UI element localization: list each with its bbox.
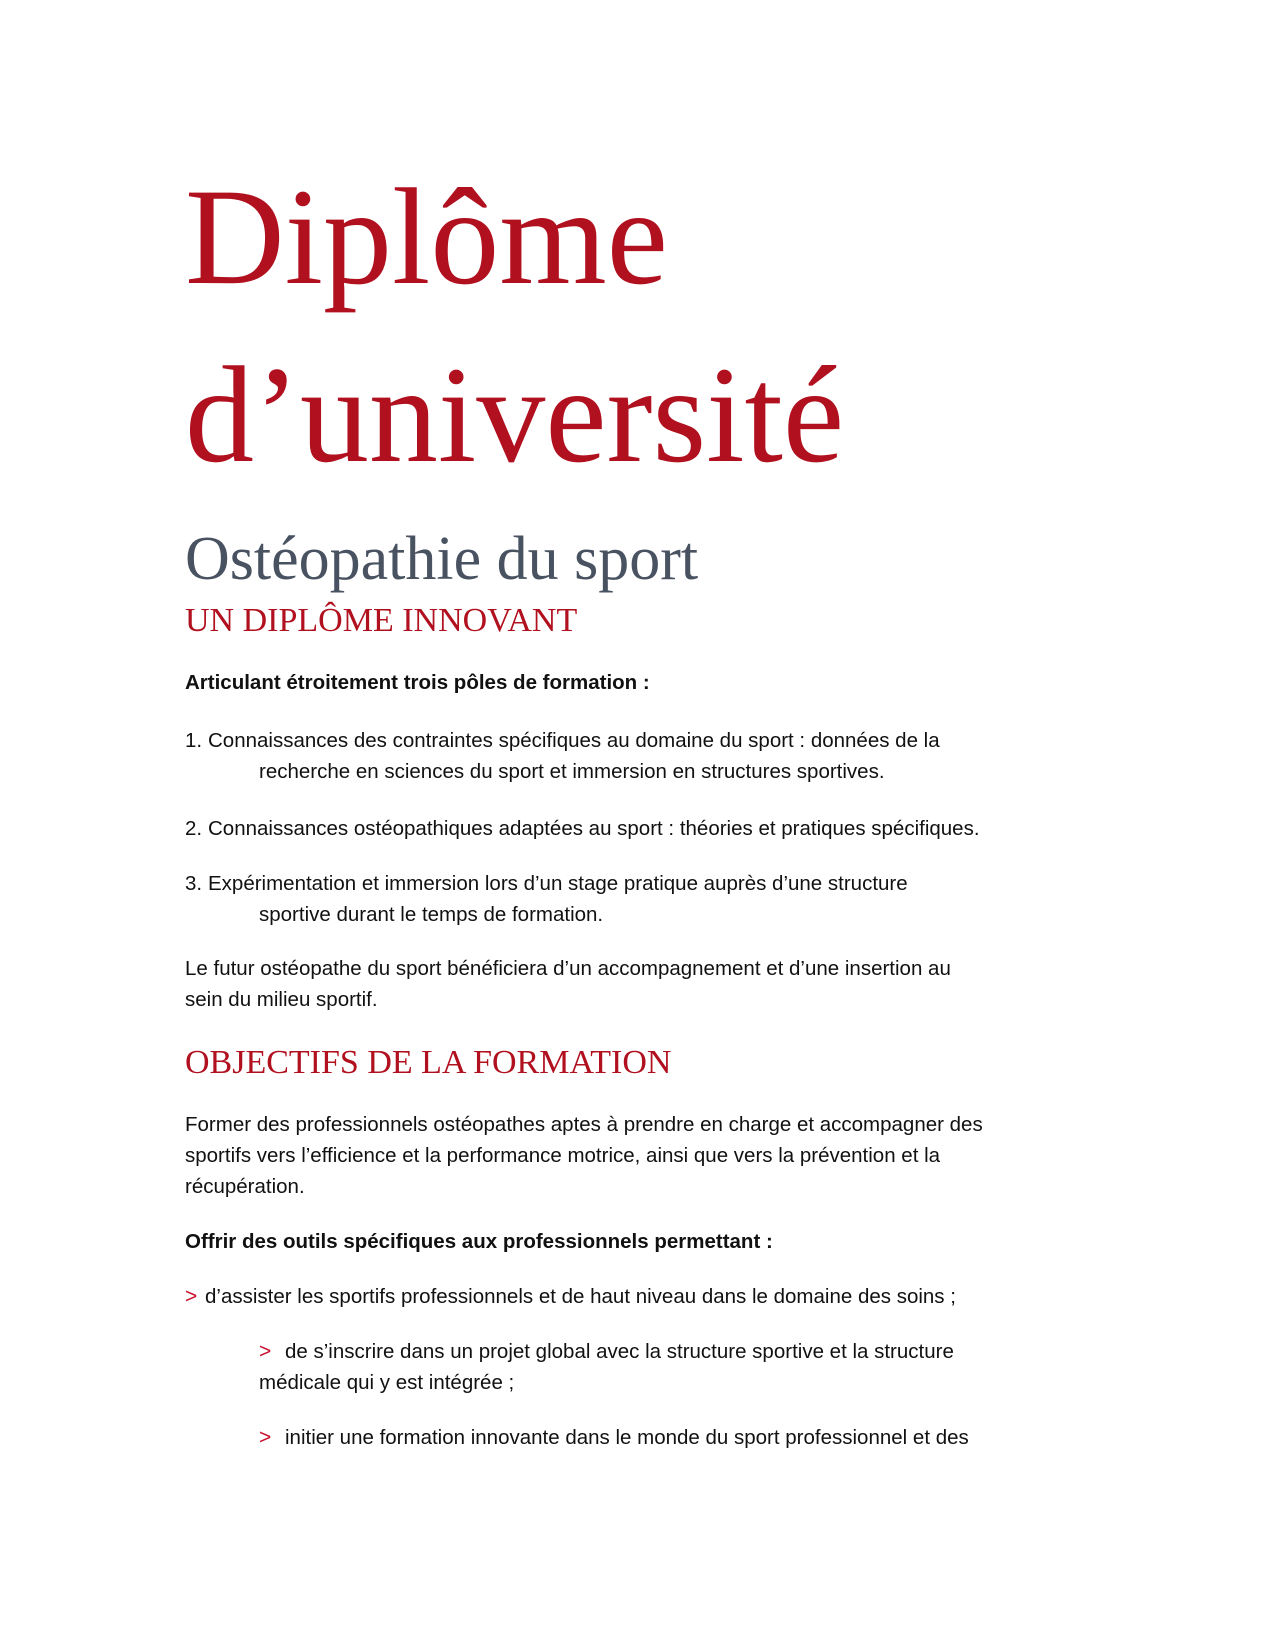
bullet-item-3-line1: initier une formation innovante dans le monde du sport professionnel et des — [285, 1426, 969, 1449]
section-heading-objectifs: OBJECTIFS DE LA FORMATION — [185, 1044, 672, 1081]
list-item-3-line1: Expérimentation et immersion lors d’un stage pratique auprès d’une structure — [208, 872, 908, 895]
document-title-line1: Diplôme — [185, 160, 668, 313]
chevron-right-icon: > — [259, 1426, 272, 1449]
section1-closing-line1: Le futur ostéopathe du sport bénéficiera d’un accompagnement et d’une insertion au — [185, 957, 951, 980]
list-item-1-line1: Connaissances des contraintes spécifiques au domaine du sport : données de la — [208, 729, 940, 752]
section2-tools-intro: Offrir des outils spécifiques aux professionnels permettant : — [185, 1230, 773, 1253]
document-subtitle: Ostéopathie du sport — [185, 525, 699, 593]
document-title-line2: d’université — [185, 338, 845, 491]
bullet-item-2-line2: médicale qui y est intégrée ; — [259, 1371, 515, 1394]
section2-para-line1: Former des professionnels ostéopathes aptes à prendre en charge et accompagner des — [185, 1113, 983, 1136]
section1-intro: Articulant étroitement trois pôles de formation : — [185, 671, 650, 694]
list-number-3: 3. — [185, 872, 203, 895]
list-item-1-line2: recherche en sciences du sport et immersion en structures sportives. — [259, 760, 885, 783]
section2-para-line2: sportifs vers l’efficience et la performance motrice, ainsi que vers la prévention et la — [185, 1144, 941, 1167]
bullet-item-2-line1: de s’inscrire dans un projet global avec la structure sportive et la structure — [285, 1340, 954, 1363]
list-number-1: 1. — [185, 729, 203, 752]
list-item-2-line1: Connaissances ostéopathiques adaptées au sport : théories et pratiques spécifiques. — [208, 817, 980, 840]
section1-closing-line2: sein du milieu sportif. — [185, 988, 378, 1011]
section-heading-innovant: UN DIPLÔME INNOVANT — [185, 602, 578, 639]
bullet-item-1-line1: d’assister les sportifs professionnels et de haut niveau dans le domaine des soins ; — [205, 1285, 956, 1308]
list-number-2: 2. — [185, 817, 203, 840]
chevron-right-icon: > — [259, 1340, 272, 1363]
chevron-right-icon: > — [185, 1285, 198, 1308]
section2-para-line3: récupération. — [185, 1175, 305, 1198]
list-item-3-line2: sportive durant le temps de formation. — [259, 903, 604, 926]
